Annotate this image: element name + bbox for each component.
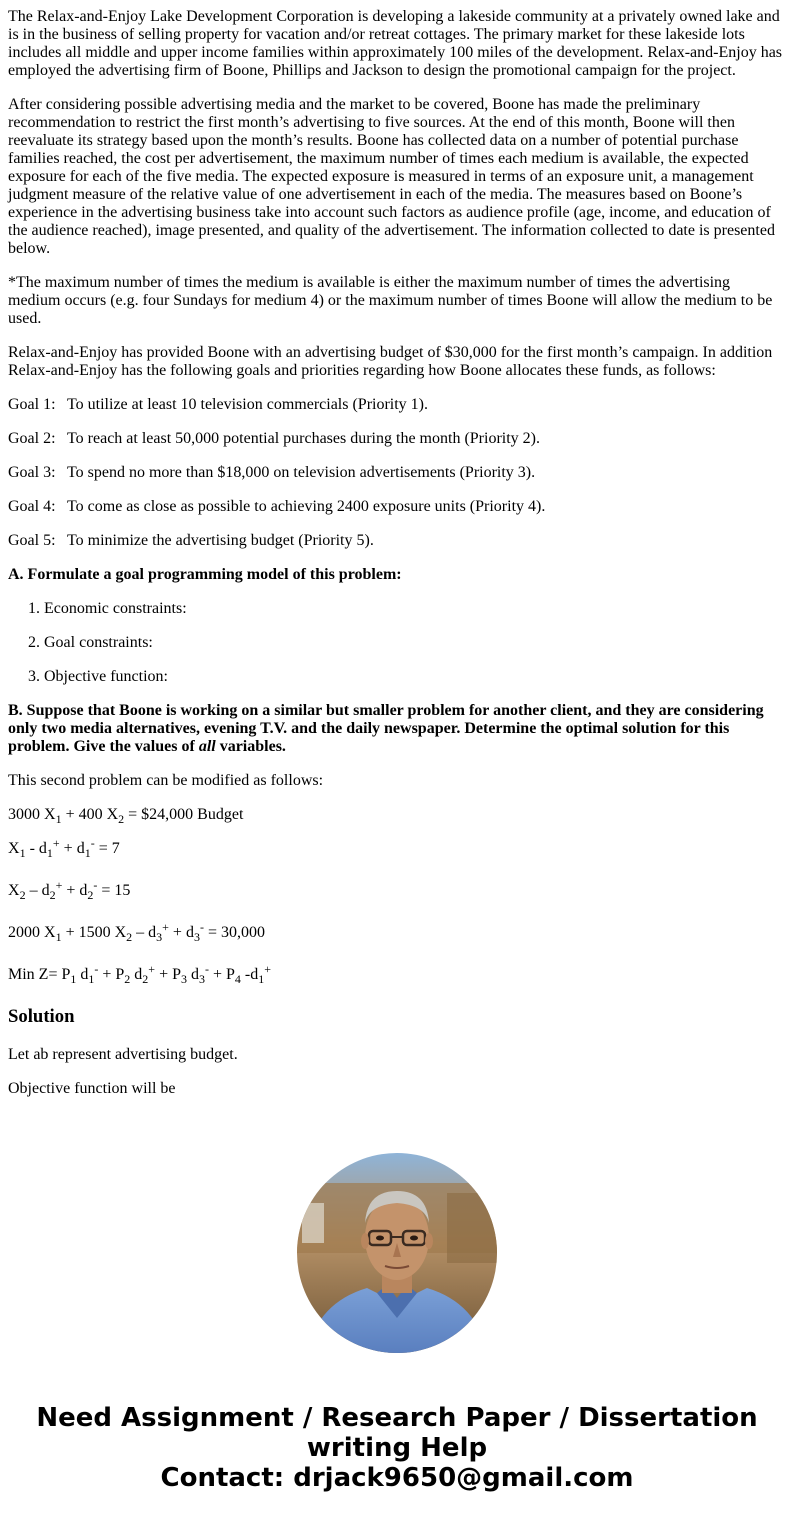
goal-label: Goal 2: (8, 430, 56, 447)
goal-text: To spend no more than $18,000 on television advertisements (Priority 3). (67, 464, 536, 481)
goal-text: To reach at least 50,000 potential purchases during the month (Priority 2). (67, 430, 540, 447)
constraint-equation-3: 2000 $X_1 + 1500$ $X_2 - d_3^+ + d_3^- = 30,000$ (8, 920, 265, 944)
goal-item (8, 464, 786, 482)
part-b-heading: B. Suppose that Boone is working on a similar but smaller problem for another client, and they are considering only two media alternatives, evening T.V. and the daily newspaper. Determine the optimal solution for this problem. Give the values of all variables. (8, 702, 764, 755)
constraint-equation-1: $X_1 - d_1^+ + d_1^- = 7$ (8, 836, 120, 860)
goal-text: To come as close as possible to achieving 2400 exposure units (Priority 4). (67, 498, 546, 515)
part-a-list (8, 600, 786, 686)
goal-label: Goal 3: (8, 464, 56, 481)
goal-text: To utilize at least 10 television commercials (Priority 1). (67, 396, 429, 413)
goal-label: Goal 5: (8, 532, 56, 549)
list-item: 2. Goal constraints: (28, 634, 153, 651)
footnote-paragraph: *The maximum number of times the medium is available is either the maximum number of times the advertising medium occurs (e.g. four Sundays for medium 4) or the maximum number of times Boone will allow the medium to be used. (8, 274, 773, 327)
footer-contact: Contact: drjack9650@gmail.com (160, 1463, 634, 1493)
goal-label: Goal 1: (8, 396, 56, 413)
constraint-equation-2: $X_2 - d_2^+ + d_2^- = 15$ (8, 878, 131, 902)
solution-heading: Solution (8, 1006, 75, 1027)
part-a-heading: A. Formulate a goal programming model of this problem: (8, 566, 402, 583)
budget-paragraph: Relax-and-Enjoy has provided Boone with an advertising budget of $30,000 for the first month’s campaign. In addition Relax-and-Enjoy has the following goals and priorities regarding how Boone allocates these funds, as follows: (8, 344, 773, 379)
footer-line-2: writing Help (306, 1433, 488, 1463)
avatar (297, 1153, 497, 1353)
goal-item (8, 396, 786, 414)
objective-equation: Min $Z= P_1$ $d_1^- + P_2$ $d_2^+ + P_3$ $d_3^- + P_4$ $-d_1^+$ (8, 962, 272, 986)
goal-item (8, 430, 786, 448)
solution-paragraph-1: Let ab represent advertising budget. (8, 1046, 238, 1063)
goal-label: Goal 4: (8, 498, 56, 515)
intro-paragraph-2: After considering possible advertising media and the market to be covered, Boone has made the preliminary recommendation to restrict the first month’s advertising to five sources. At the end of this month, Boone will then reevaluate its strategy based upon the month’s results. Boone has collected data on a number of potential purchase families reached, the cost per advertisement, the maximum number of times each medium is available, the expected exposure for each of the five media. The expected exposure is measured in terms of an exposure unit, a management judgment measure of the relative value of one advertisement in each of the media. The measures based on Boone’s experience in the advertising business take into account such factors as audience profile (age, income, and education of the audience reached), image presented, and quality of the advertisement. The information collected to date is presented below. (8, 96, 775, 257)
budget-equation: 3000 $X_1 + 400$ $X_2$ = $24,000 Budget (8, 806, 244, 826)
solution-paragraph-2: Objective function will be (8, 1080, 176, 1097)
avatar-photo-icon (297, 1153, 497, 1353)
goal-text: To minimize the advertising budget (Priority 5). (67, 532, 374, 549)
list-item: 3. Objective function: (28, 668, 168, 685)
footer-line-1: Need Assignment / Research Paper / Dissertation (36, 1403, 758, 1433)
goal-item (8, 532, 786, 550)
goal-item (8, 498, 786, 516)
part-b-intro: This second problem can be modified as follows: (8, 772, 324, 789)
footer-banner (0, 1403, 794, 1493)
intro-paragraph-1: The Relax-and-Enjoy Lake Development Corporation is developing a lakeside community at a privately owned lake and is in the business of selling property for vacation and/or retreat cottages. The primary market for these lakeside lots includes all middle and upper income families within approximately 100 miles of the development. Relax-and-Enjoy has employed the advertising firm of Boone, Phillips and Jackson to design the promotional campaign for the project. (8, 8, 783, 79)
list-item: 1. Economic constraints: (28, 600, 187, 617)
